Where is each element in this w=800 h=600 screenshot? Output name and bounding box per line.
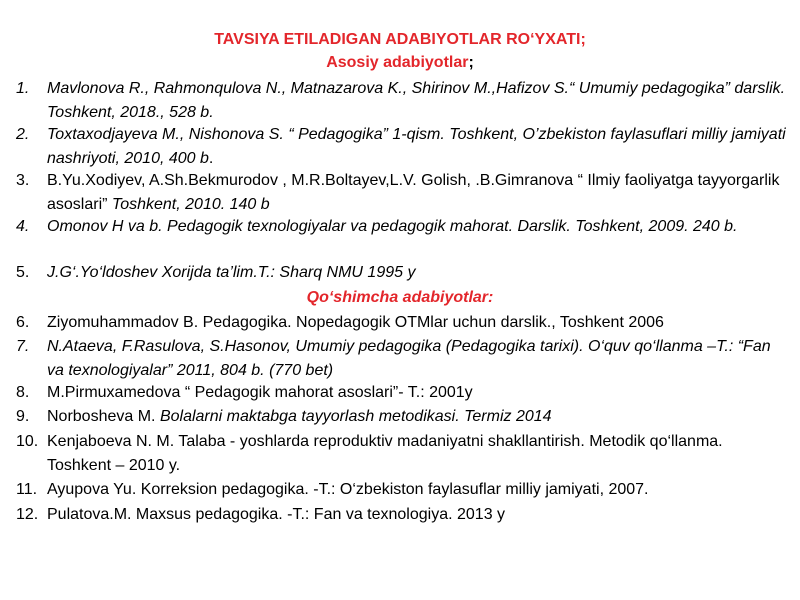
- item-text-italic: J.G‘.Yo‘ldoshev Xorijda ta’lim.T.: Sharq NMU 1995 y: [47, 264, 416, 281]
- item-text-normal: Ziyomuhammadov B. Pedagogika. Nopedagogik OTMlar uchun darslik., Toshkent 2006: [47, 314, 664, 331]
- item-text-normal: B.Yu.Xodiyev, A.Sh.Bekmurodov , M.R.Boltayev,L.V. Golish, .B.Gimranova “ Ilmiy faoliyatga tayyorgarlik asoslari”: [47, 172, 780, 213]
- item-text-normal: Pulatova.M. Maxsus pedagogika. -T.: Fan va texnologiya. 2013 y: [47, 506, 506, 523]
- item-number: 6.: [16, 314, 30, 331]
- item-text-normal: Ayupova Yu. Korreksion pedagogika. -T.: O‘zbekiston faylasuflar milliy jamiyati, 2007.: [47, 481, 649, 498]
- item-number: 10.: [16, 433, 39, 450]
- section-heading-extra-suffix: :: [488, 289, 494, 306]
- item-text-italic: N.Ataeva, F.Rasulova, S.Hasonov, Umumiy pedagogika (Pedagogika tarixi). O‘quv qo‘llanma –T.: “Fan va texnologiyalar” 2011, 804 b. (770 bet): [47, 338, 771, 379]
- item-text-normal: M.Pirmuxamedova “ Pedagogik mahorat asoslari”- T.: 2001y: [47, 384, 473, 401]
- item-text: [47, 261, 787, 285]
- item-text-italic: Omonov H va b. Pedagogik texnologiyalar va pedagogik mahorat. Darslik. Toshkent, 2009. 240 b.: [47, 218, 738, 235]
- item-number: 8.: [16, 384, 30, 401]
- item-number: 2.: [16, 126, 30, 143]
- item-number: 4.: [16, 218, 30, 235]
- item-text: [47, 405, 787, 429]
- item-text: [47, 381, 787, 405]
- item-text: [47, 311, 787, 335]
- item-text: [47, 169, 787, 216]
- item-text-italic: Toxtaxodjayeva M., Nishonova S. “ Pedagogika” 1-qism. Toshkent, O’zbekiston faylasuflari milliy jamiyati nashriyoti, 2010, 400 b: [47, 126, 786, 167]
- item-number: 12.: [16, 506, 39, 523]
- item-text-normal: Kenjaboeva N. M. Talaba - yoshlarda reproduktiv madaniyatni shakllantirish. Metodik qo‘llanma. Toshkent – 2010 y.: [47, 433, 723, 474]
- item-text: [47, 215, 787, 239]
- item-text-normal-after: .: [208, 149, 214, 167]
- item-text: [47, 77, 787, 124]
- item-text: [47, 123, 787, 170]
- item-text-italic: Mavlonova R., Rahmonqulova N., Matnazarova K., Shirinov M.,Hafizov S.“ Umumiy pedagogika” darslik. Toshkent, 2018., 528 b.: [47, 80, 786, 121]
- item-number: 1.: [16, 80, 30, 97]
- page-title: TAVSIYA ETILADIGAN ADABIYOTLAR RO‘YXATI;: [214, 31, 586, 48]
- item-text: [47, 478, 787, 502]
- item-text: [47, 335, 787, 382]
- item-text: [47, 430, 787, 477]
- item-text-normal: Norbosheva M.: [47, 408, 160, 425]
- item-number: 11.: [16, 481, 38, 498]
- item-number: 5.: [16, 264, 30, 281]
- item-text-italic: Bolalarni maktabga tayyorlash metodikasi. Termiz 2014: [159, 408, 552, 425]
- section-heading-extra-label: Qo‘shimcha adabiyotlar: [306, 289, 489, 306]
- item-text: [47, 503, 787, 527]
- section-heading-main-suffix: ;: [468, 54, 474, 71]
- item-text-italic: Toshkent, 2010. 140 b: [111, 195, 270, 213]
- section-heading-main-label: Asosiy adabiyotlar: [326, 54, 469, 71]
- item-number: 9.: [16, 408, 30, 425]
- item-number: 3.: [16, 172, 30, 189]
- section-heading-extra: [0, 288, 800, 308]
- item-number: 7.: [16, 338, 30, 355]
